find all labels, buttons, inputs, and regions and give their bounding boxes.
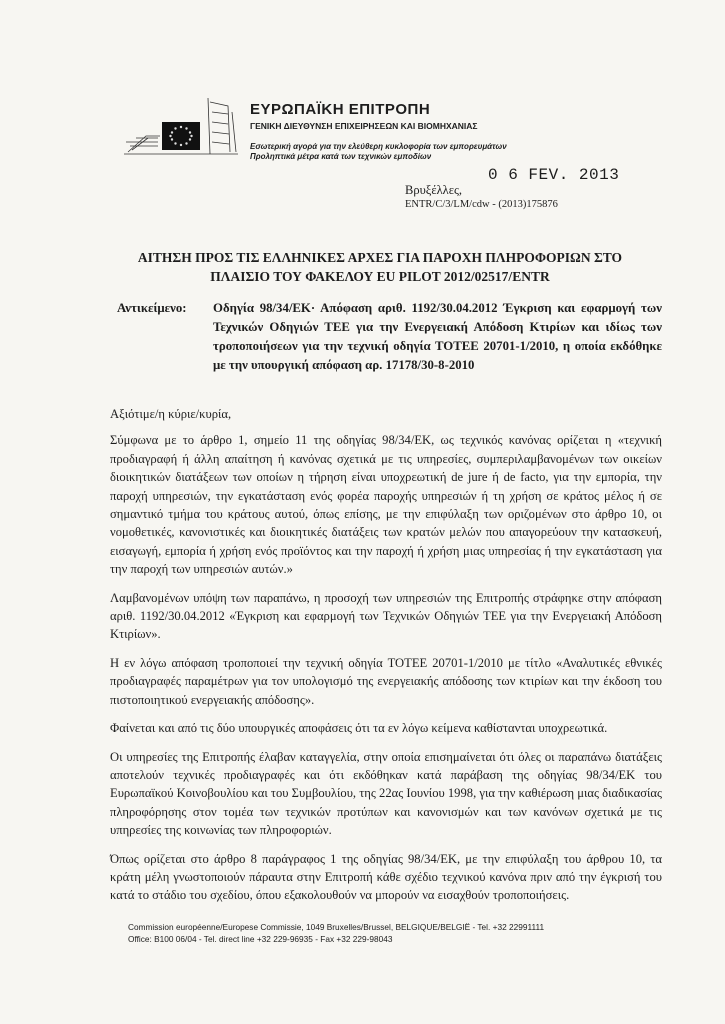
directorate-general: ΓΕΝΙΚΗ ΔΙΕΥΘΥΝΣΗ ΕΠΙΧΕΙΡΗΣΕΩΝ ΚΑΙ ΒΙΟΜΗΧΑΝΙΑΣ bbox=[250, 121, 478, 131]
subject-label: Αντικείμενο: bbox=[117, 301, 187, 315]
unit-line-2: Προληπτικά μέτρα κατά των τεχνικών εμποδίων bbox=[250, 152, 432, 161]
title-line: ΠΛΑΙΣΙΟ ΤΟΥ ΦΑΚΕΛΟΥ EU PILOT 2012/02517/ENTR bbox=[210, 269, 550, 284]
footer-address: Commission européenne/Europese Commissie, 1049 Bruxelles/Brussel, BELGIQUE/BELGIË - Tel. +32 22991111 bbox=[128, 922, 545, 932]
organisation-header bbox=[250, 101, 580, 162]
body-paragraph: Λαμβανομένων υπόψη των παραπάνω, η προσοχή των υπηρεσιών της Επιτροπής στράφηκε στην απόφαση αριθ. 1192/30.04.2012 «Έγκριση και εφαρμογή των Τεχνικών Οδηγιών ΤΕΕ για την Ενεργειακή Απόδοση Κτιρίων». bbox=[110, 590, 662, 642]
footer-office: Office: B100 06/04 - Tel. direct line +32 229-96935 - Fax +32 229-98043 bbox=[128, 934, 393, 944]
body-paragraph: Όπως ορίζεται στο άρθρο 8 παράγραφος 1 της οδηγίας 98/34/ΕΚ, με την επιφύλαξη του άρθρου 10, τα κράτη μέλη γνωστοποιούν πάραυτα στην Επιτροπή κάθε σχέδιο τεχνικού κανόνα πριν από την έγκρισή του κατά το στάδιο του σχεδίου, όπου εξακολουθούν να μπορούν να εισαχθούν τροποποιήσεις. bbox=[110, 851, 662, 903]
body-paragraph: Η εν λόγω απόφαση τροποποιεί την τεχνική οδηγία ΤΟΤΕΕ 20701-1/2010 με τίτλο «Αναλυτικές εθνικές προδιαγραφές παραμέτρων για τον υπολογισμό της ενεργειακής απόδοσης των κτιρίων και την έκδοση του πιστοποιητικού ενεργειακής απόδοσης». bbox=[110, 655, 662, 707]
reference-number: ENTR/C/3/LM/cdw - (2013)175876 bbox=[405, 199, 558, 210]
subject-text: Οδηγία 98/34/ΕΚ· Απόφαση αριθ. 1192/30.04.2012 Έγκριση και εφαρμογή των Τεχνικών Οδηγιών ΤΕΕ για την Ενεργειακή Απόδοση Κτιρίων και ιδίως των τροποποιήσεων για την τεχνική οδηγία ΤΟΤΕΕ 20701-1/2010, η οποία εκδόθηκε με την υπουργική απόφαση αρ. 17178/30-8-2010 bbox=[213, 301, 662, 372]
document-title bbox=[110, 248, 650, 286]
body-paragraph: Οι υπηρεσίες της Επιτροπής έλαβαν καταγγελία, στην οποία επισημαίνεται ότι όλες οι παραπάνω διατάξεις αποτελούν τεχνικές προδιαγραφές και ότι εκδόθηκαν κατά παράβαση της οδηγίας 98/34/ΕΚ του Ευρωπαϊκού Κοινοβουλίου και του Συμβουλίου, της 22ας Ιουνίου 1998, για την καθιέρωση μιας διαδικασίας πληροφόρησης στον τομέα των τεχνικών προτύπων και κανονισμών και των κανόνων σχετικά με τις υπηρεσίες της κοινωνίας των πληροφοριών. bbox=[110, 749, 662, 838]
eu-flag-building-logo-icon bbox=[118, 92, 242, 162]
unit-line-1: Εσωτερική αγορά για την ελεύθερη κυκλοφορία των εμπορευμάτων bbox=[250, 142, 507, 151]
footer bbox=[128, 921, 648, 945]
letter-body bbox=[110, 405, 662, 915]
body-paragraph: Φαίνεται και από τις δύο υπουργικές αποφάσεις ότι τα εν λόγω κείμενα καθίστανται υποχρεωτικά. bbox=[110, 721, 608, 736]
body-paragraph: Σύμφωνα με το άρθρο 1, σημείο 11 της οδηγίας 98/34/ΕΚ, ως τεχνικός κανόνας ορίζεται η «τεχνική προδιαγραφή ή άλλη απαίτηση ή κανόνας σχετικά με τις υπηρεσίες, συμπεριλαμβανομένων των οικείων διοικητικών διατάξεων των οποίων η τήρηση είναι υποχρεωτική de jure ή de facto, για την εμπορία, την παροχή υπηρεσιών, την εγκατάσταση ενός φορέα παροχής υπηρεσιών ή τη χρήση σε κράτος μέλος ή σε σημαντικό τμήμα του κράτους αυτού, όπως επίσης, με την επιφύλαξη των οριζομένων στο άρθρο 10, οι νομοθετικές, κανονιστικές και διοικητικές διατάξεις των κρατών μελών που απαγορεύουν την κατασκευή, εισαγωγή, εμπορία ή χρήση ενός προϊόντος και την παροχή ή χρήση μιας υπηρεσίας ή την εγκατάσταση για την παροχή των υπηρεσιών αυτών.» bbox=[110, 433, 662, 577]
greeting: Αξιότιμε/η κύριε/κυρία, bbox=[110, 407, 232, 421]
title-line: ΑΙΤΗΣΗ ΠΡΟΣ ΤΙΣ ΕΛΛΗΝΙΚΕΣ ΑΡΧΕΣ ΓΙΑ ΠΑΡΟΧΗ ΠΛΗΡΟΦΟΡΙΩΝ ΣΤΟ bbox=[137, 250, 623, 265]
date-stamp: 0 6 FEV. 2013 bbox=[488, 166, 620, 184]
place-line: Βρυξέλλες, bbox=[405, 183, 463, 197]
organisation-name: ΕΥΡΩΠΑΪΚΗ ΕΠΙΤΡΟΠΗ bbox=[250, 101, 431, 118]
